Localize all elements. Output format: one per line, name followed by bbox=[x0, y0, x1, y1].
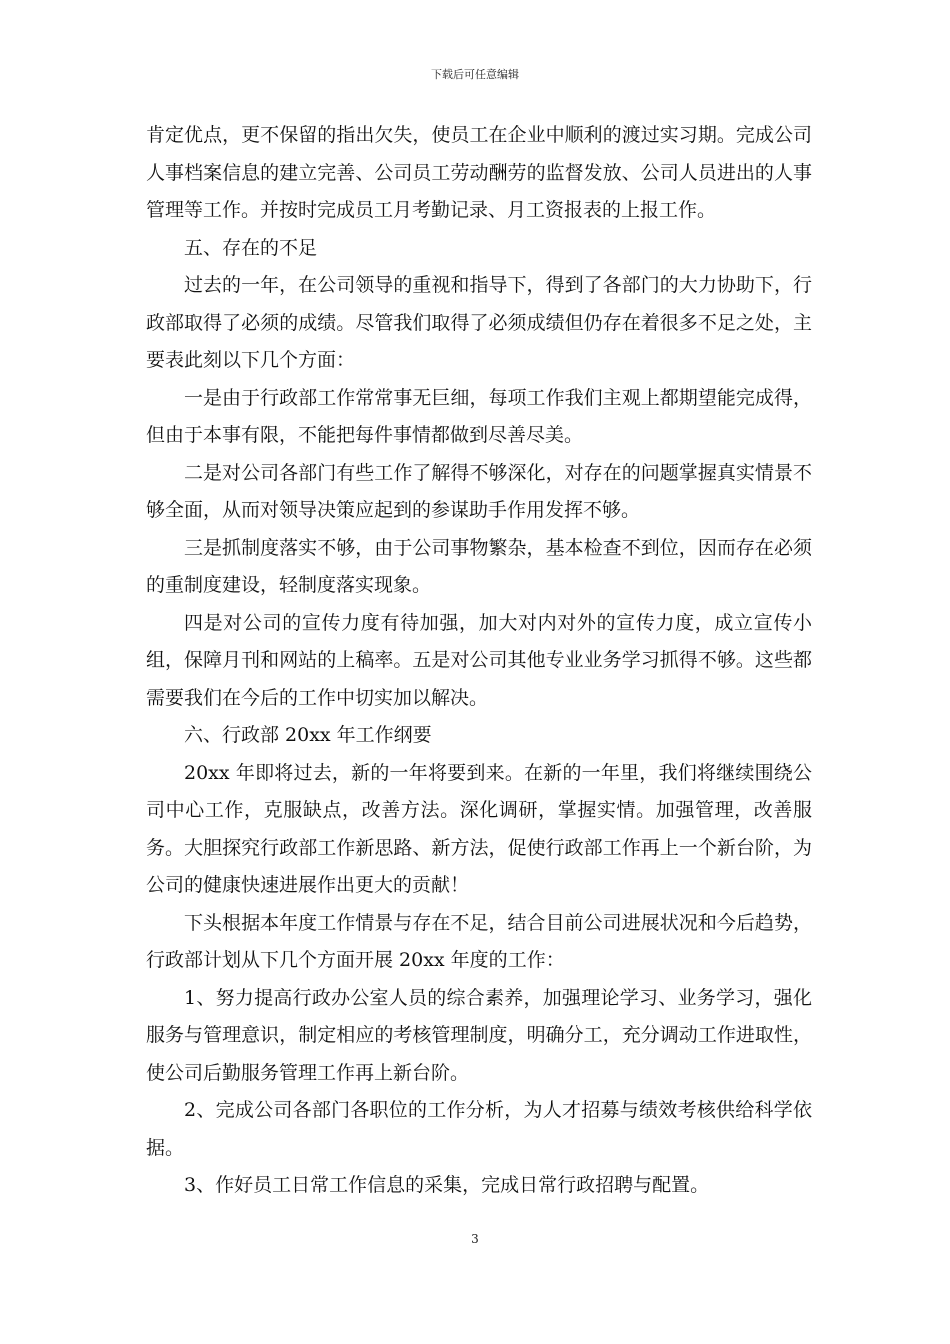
paragraph: 四是对公司的宣传力度有待加强，加大对内对外的宣传力度，成立宣传小组，保障月刊和网站的上稿率。五是对公司其他专业业务学习抓得不够。这些都需要我们在今后的工作中切实加以解决。 bbox=[146, 611, 812, 709]
section-heading: 六、行政部 20xx 年工作纲要 bbox=[184, 724, 432, 746]
paragraph: 一是由于行政部工作常常事无巨细，每项工作我们主观上都期望能完成得，但由于本事有限，不能把每件事情都做到尽善尽美。 bbox=[146, 386, 812, 446]
paragraph: 过去的一年，在公司领导的重视和指导下，得到了各部门的大力协助下，行政部取得了必须的成绩。尽管我们取得了必须成绩但仍存在着很多不足之处，主要表此刻以下几个方面： bbox=[146, 274, 812, 371]
document-body bbox=[146, 117, 812, 1205]
list-item: 2、完成公司各部门各职位的工作分析，为人才招募与绩效考核供给科学依据。 bbox=[146, 1099, 812, 1159]
paragraph: 肯定优点，更不保留的指出欠失，使员工在企业中顺利的渡过实习期。完成公司人事档案信息的建立完善、公司员工劳动酬劳的监督发放、公司人员进出的人事管理等工作。并按时完成员工月考勤记录、月工资报表的上报工作。 bbox=[146, 124, 812, 221]
paragraph: 20xx 年即将过去，新的一年将要到来。在新的一年里，我们将继续围绕公司中心工作，克服缺点，改善方法。深化调研，掌握实情。加强管理，改善服务。大胆探究行政部工作新思路、新方法，促使行政部工作再上一个新台阶，为公司的健康快速进展作出更大的贡献！ bbox=[146, 761, 812, 896]
paragraph: 三是抓制度落实不够，由于公司事物繁杂，基本检查不到位，因而存在必须的重制度建设，轻制度落实现象。 bbox=[146, 536, 812, 596]
list-item: 3、作好员工日常工作信息的采集，完成日常行政招聘与配置。 bbox=[184, 1174, 710, 1196]
paragraph: 下头根据本年度工作情景与存在不足，结合目前公司进展状况和今后趋势，行政部计划从下几个方面开展 20xx 年度的工作： bbox=[146, 911, 812, 971]
section-heading: 五、存在的不足 bbox=[184, 236, 318, 259]
page-header: 下载后可任意编辑 bbox=[431, 68, 519, 81]
page-number: 3 bbox=[471, 1232, 479, 1246]
paragraph: 二是对公司各部门有些工作了解得不够深化，对存在的问题掌握真实情景不够全面，从而对领导决策应起到的参谋助手作用发挥不够。 bbox=[146, 461, 812, 521]
list-item: 1、努力提高行政办公室人员的综合素养，加强理论学习、业务学习，强化服务与管理意识，制定相应的考核管理制度，明确分工，充分调动工作进取性，使公司后勤服务管理工作再上新台阶。 bbox=[146, 986, 812, 1084]
